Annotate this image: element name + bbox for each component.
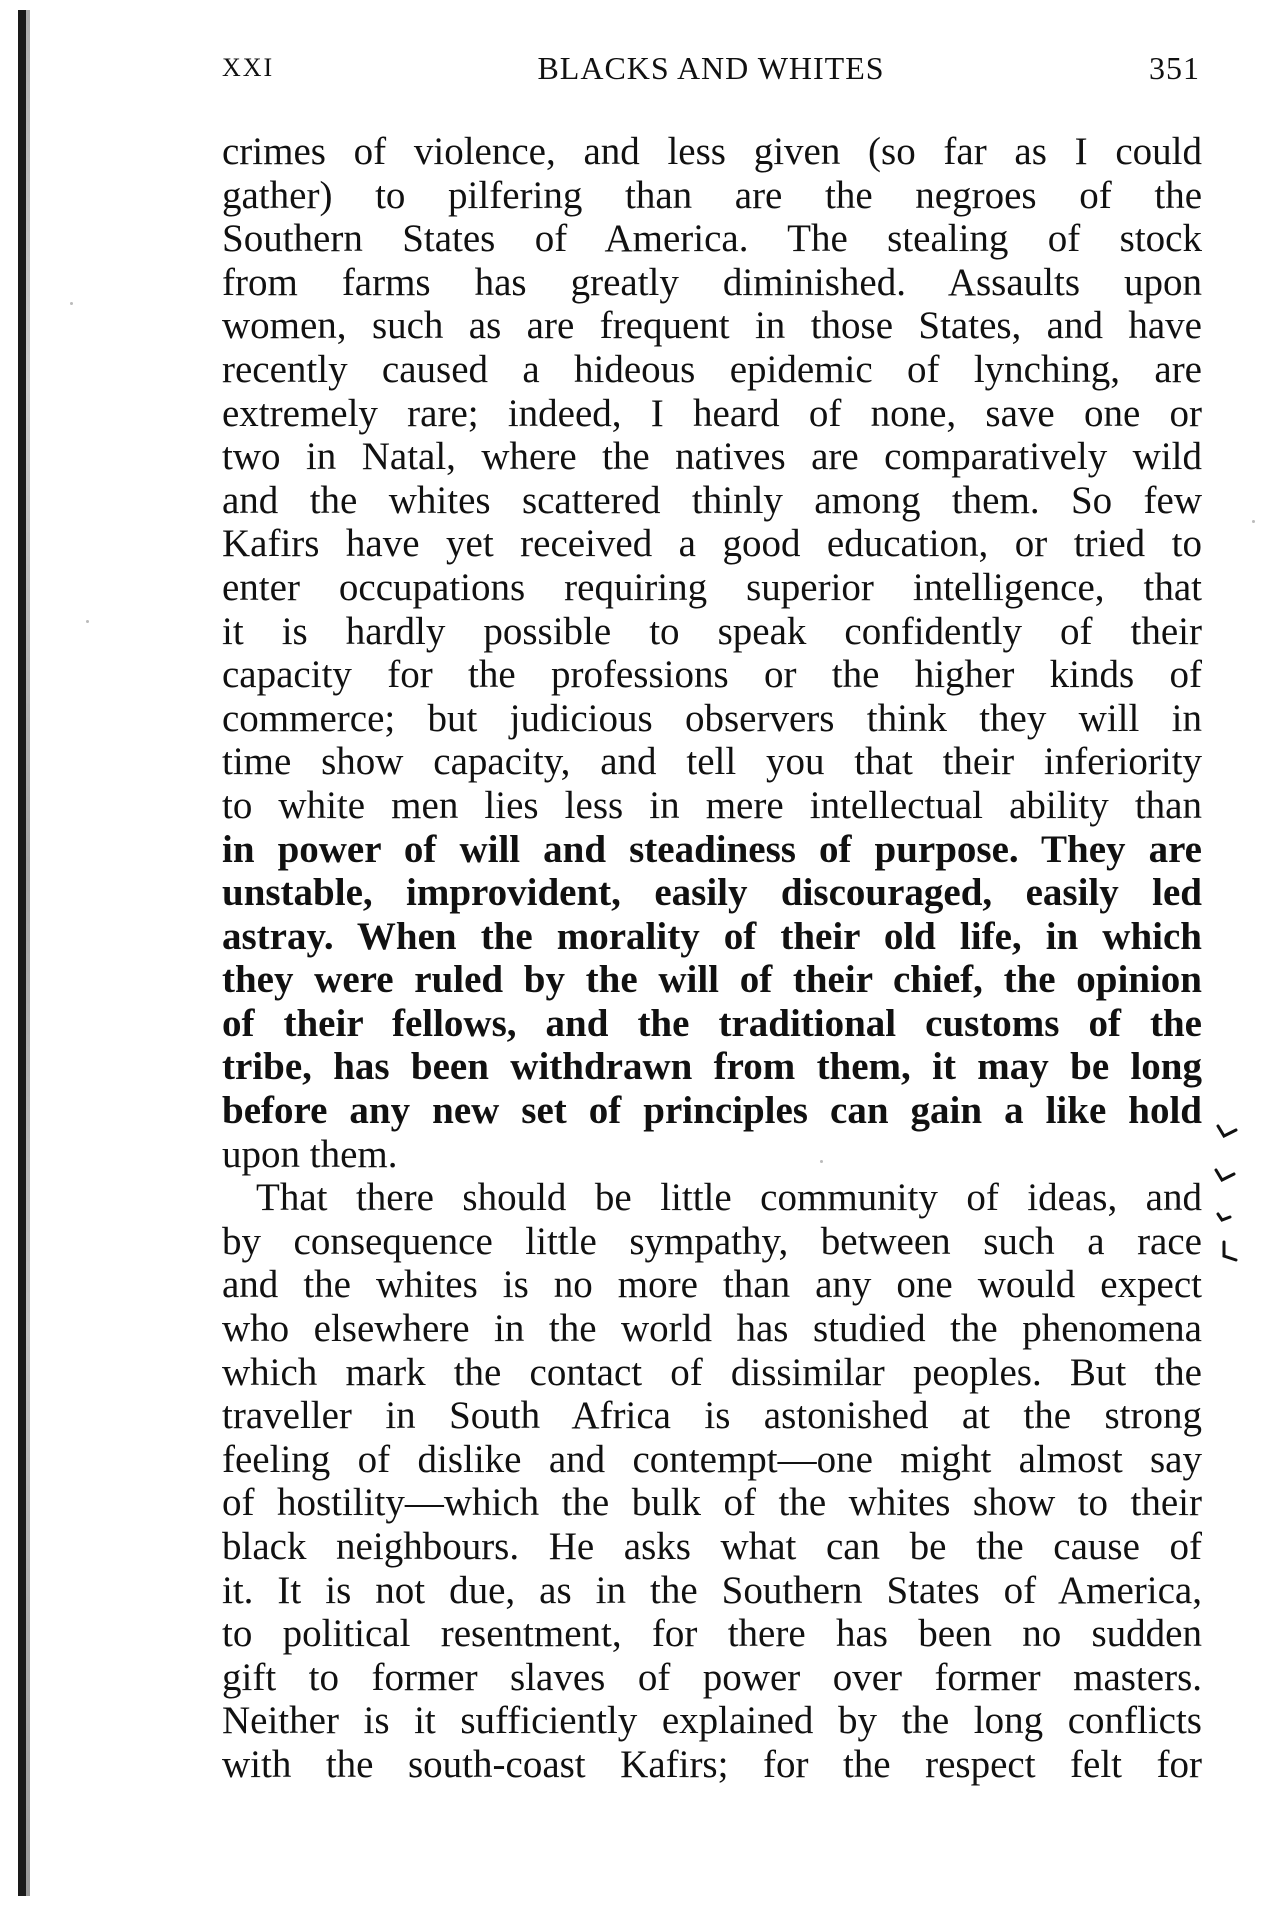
text-line: to white men lies less in mere intellectual ability than — [222, 783, 1202, 827]
text-line: Southern States of America. The stealing of stock — [222, 217, 1202, 261]
check-mark-icon — [1214, 1118, 1242, 1146]
text-line: it is hardly possible to speak confidently of their — [222, 609, 1202, 653]
check-mark-icon — [1212, 1162, 1240, 1190]
text-line: they were ruled by the will of their chief, the opinion — [222, 958, 1202, 1002]
paragraph-2 — [222, 1176, 1202, 1786]
text-line: feeling of dislike and contempt—one might almost say — [222, 1437, 1202, 1481]
text-line: of hostility—which the bulk of the whites show to their — [222, 1481, 1202, 1525]
text-line: recently caused a hideous epidemic of lynching, are — [222, 347, 1202, 391]
text-line: two in Natal, where the natives are comparatively wild — [222, 435, 1202, 479]
paper-speck — [70, 302, 73, 305]
text-line: gift to former slaves of power over former masters. — [222, 1655, 1202, 1699]
page-number: 351 — [1149, 50, 1200, 86]
text-line: That there should be little community of ideas, and — [256, 1176, 1202, 1220]
text-line: in power of will and steadiness of purpose. They are — [222, 827, 1202, 871]
text-line: black neighbours. He asks what can be the cause of — [222, 1525, 1202, 1568]
text-line: Neither is it sufficiently explained by the long conflicts — [222, 1699, 1202, 1743]
page-title: BLACKS AND WHITES — [537, 50, 885, 86]
paper-speck — [86, 620, 89, 623]
text-line: before any new set of principles can gain a like hold — [222, 1089, 1202, 1133]
paragraph-1 — [222, 130, 1202, 1176]
text-line: enter occupations requiring superior intelligence, that — [222, 565, 1202, 609]
check-mark-icon — [1212, 1204, 1240, 1232]
text-line: tribe, has been withdrawn from them, it may be long — [222, 1045, 1202, 1089]
text-line: extremely rare; indeed, I heard of none, save one or — [222, 391, 1202, 435]
text-line: Kafirs have yet received a good education, or tried to — [222, 522, 1202, 566]
chapter-number: XXI — [222, 53, 275, 82]
running-head — [222, 48, 1200, 88]
text-line: time show capacity, and tell you that their inferiority — [222, 740, 1202, 784]
text-line: of their fellows, and the traditional customs of the — [222, 1001, 1202, 1045]
paper-speck — [1252, 520, 1255, 523]
text-line: women, such as are frequent in those States, and have — [222, 304, 1202, 348]
text-line: who elsewhere in the world has studied the phenomena — [222, 1307, 1202, 1351]
text-line: with the south-coast Kafirs; for the respect felt for — [222, 1742, 1202, 1786]
text-line: commerce; but judicious observers think they will in — [222, 696, 1202, 740]
text-line: it. It is not due, as in the Southern States of America, — [222, 1568, 1202, 1612]
text-line: and the whites scattered thinly among them. So few — [222, 478, 1202, 522]
text-line: crimes of violence, and less given (so far as I could — [222, 130, 1202, 173]
text-line: which mark the contact of dissimilar peoples. But the — [222, 1350, 1202, 1394]
text-line: by consequence little sympathy, between such a race — [222, 1219, 1202, 1263]
text-line: to political resentment, for there has been no sudden — [222, 1612, 1202, 1656]
text-line: unstable, improvident, easily discouraged, easily led — [222, 871, 1202, 915]
body-text — [222, 130, 1202, 1787]
text-line: astray. When the morality of their old life, in which — [222, 914, 1202, 958]
binding-edge — [18, 10, 26, 1896]
text-line: and the whites is no more than any one would expect — [222, 1263, 1202, 1307]
paper-speck — [820, 1160, 823, 1163]
text-line: upon them. — [222, 1132, 398, 1176]
text-line: gather) to pilfering than are the negroes of the — [222, 173, 1202, 217]
text-line: capacity for the professions or the higher kinds of — [222, 653, 1202, 697]
check-mark-icon — [1218, 1238, 1246, 1266]
text-line: from farms has greatly diminished. Assaults upon — [222, 260, 1202, 304]
text-line: traveller in South Africa is astonished at the strong — [222, 1394, 1202, 1438]
margin-annotations — [1212, 1118, 1262, 1318]
